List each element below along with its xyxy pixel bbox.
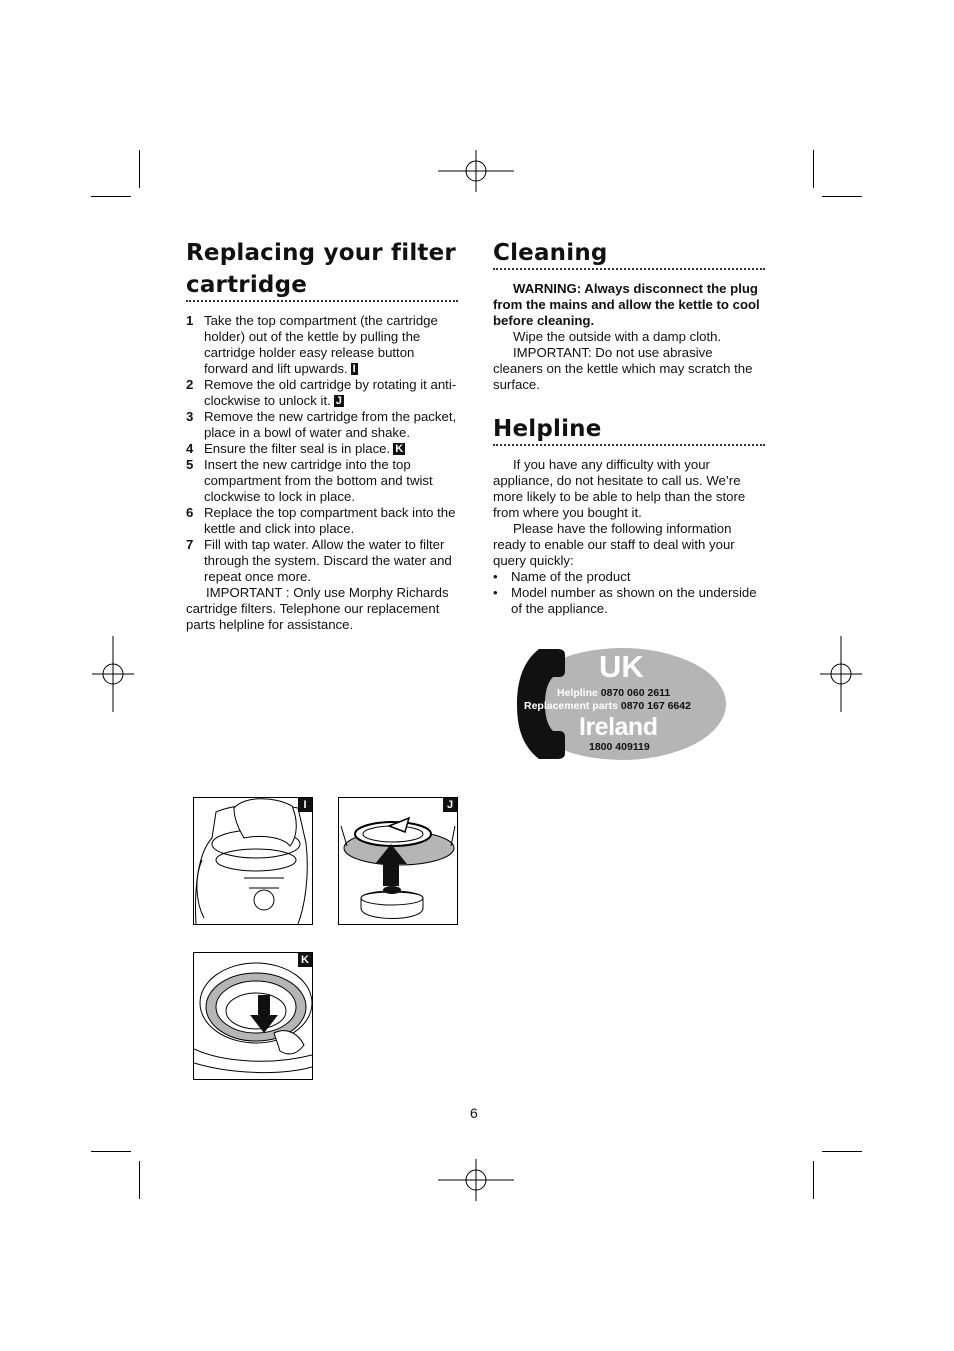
list-item <box>493 585 765 617</box>
step-3 <box>186 409 458 441</box>
helpline-text <box>493 457 765 617</box>
step-number: 7 <box>186 537 194 552</box>
crop-mark <box>813 1161 814 1199</box>
cleaning-text <box>493 281 765 393</box>
step-5 <box>186 457 458 505</box>
parts-label: Replacement parts <box>524 700 618 712</box>
page-number: 6 <box>470 1105 478 1121</box>
step-6 <box>186 505 458 537</box>
list-item <box>493 569 765 585</box>
figure-label: K <box>298 953 312 967</box>
ireland-number: 1800 409119 <box>589 741 650 753</box>
uk-helpline-line <box>557 687 670 700</box>
helpline-heading: Helpline <box>493 416 602 442</box>
parts-number: 0870 167 6642 <box>620 700 691 712</box>
crop-mark <box>822 196 862 197</box>
cleaning-warning: WARNING: Always disconnect the plug from the mains and allow the kettle to cool before cleaning. <box>493 281 760 328</box>
heading-rule <box>493 444 765 446</box>
registration-mark-bottom <box>436 1159 516 1201</box>
bullet-text: Model number as shown on the underside of the appliance. <box>511 585 757 616</box>
step-number: 1 <box>186 313 194 328</box>
helpline-number: 0870 060 2611 <box>600 687 671 699</box>
step-4 <box>186 441 458 457</box>
helpline-para-2: Please have the following information ready to enable our staff to deal with your query quickly: <box>493 521 735 568</box>
heading-rule <box>493 268 765 270</box>
figure-label: I <box>298 798 312 812</box>
registration-mark-right <box>820 636 862 712</box>
helpline-badge <box>517 645 727 763</box>
step-text: Fill with tap water. Allow the water to filter through the system. Discard the water and repeat once more. <box>204 537 452 584</box>
step-text: Take the top compartment (the cartridge holder) out of the kettle by pulling the cartridge holder easy release button forward and lift upwards. <box>204 313 438 376</box>
helpline-para-1: If you have any difficulty with your appliance, do not hesitate to call us. We’re more likely to be able to help than the store from where you bought it. <box>493 457 746 520</box>
cartridge-illustration <box>339 798 457 924</box>
crop-mark <box>813 150 814 188</box>
step-2 <box>186 377 458 409</box>
cleaning-heading: Cleaning <box>493 240 608 266</box>
crop-mark <box>91 1151 131 1152</box>
filter-heading: Replacing your filter cartridge <box>186 240 456 298</box>
figure-ref: J <box>335 395 342 407</box>
figure-ref: I <box>352 363 356 375</box>
registration-mark-left <box>92 636 134 712</box>
crop-mark <box>91 196 131 197</box>
step-7 <box>186 537 458 585</box>
crop-mark <box>139 150 140 188</box>
cleaning-important: IMPORTANT: Do not use abrasive cleaners on the kettle which may scratch the surface. <box>493 345 753 392</box>
step-number: 2 <box>186 377 194 392</box>
helpline-label: Helpline <box>557 687 598 699</box>
crop-mark <box>139 1161 140 1199</box>
step-number: 5 <box>186 457 194 472</box>
step-number: 6 <box>186 505 194 520</box>
ireland-label: Ireland <box>579 713 658 741</box>
step-text: Insert the new cartridge into the top compartment from the bottom and twist clockwise to lock in place. <box>204 457 433 504</box>
step-1 <box>186 313 458 377</box>
figure-i <box>193 797 313 925</box>
step-number: 3 <box>186 409 194 424</box>
crop-mark <box>822 1151 862 1152</box>
bullet-dot: • <box>493 569 498 584</box>
filter-important-note: IMPORTANT : Only use Morphy Richards cartridge filters. Telephone our replacement parts helpline for assistance. <box>186 585 449 632</box>
cleaning-wipe: Wipe the outside with a damp cloth. <box>513 329 722 344</box>
figure-k <box>193 952 313 1080</box>
figure-j <box>338 797 458 925</box>
step-text: Remove the new cartridge from the packet, place in a bowl of water and shake. <box>204 409 457 440</box>
bullet-dot: • <box>493 585 498 600</box>
uk-label: UK <box>599 649 644 684</box>
filter-steps <box>186 313 458 633</box>
step-text: Replace the top compartment back into the kettle and click into place. <box>204 505 456 536</box>
figure-ref: K <box>395 443 404 455</box>
registration-mark-top <box>436 150 516 192</box>
bullet-text: Name of the product <box>511 569 631 584</box>
step-text: Ensure the filter seal is in place. <box>204 441 391 456</box>
kettle-illustration <box>194 798 312 924</box>
figure-label: J <box>443 798 457 812</box>
step-text: Remove the old cartridge by rotating it anti-clockwise to unlock it. <box>204 377 457 408</box>
filter-seal-illustration <box>194 953 312 1079</box>
step-number: 4 <box>186 441 194 456</box>
heading-rule <box>186 300 458 302</box>
